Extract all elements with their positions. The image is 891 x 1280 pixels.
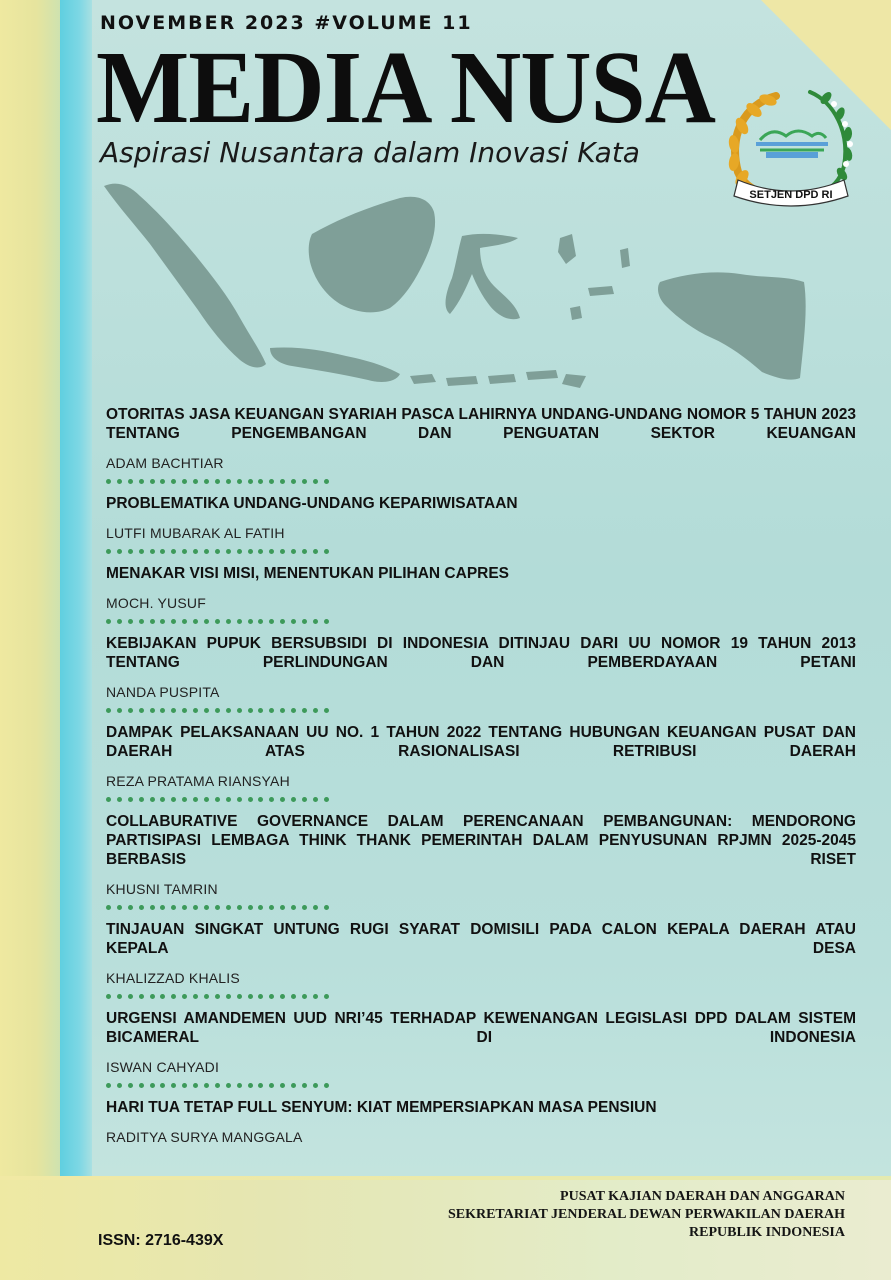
divider-dot bbox=[269, 994, 274, 999]
divider-dot bbox=[248, 549, 253, 554]
divider-dot bbox=[160, 905, 165, 910]
divider-dot bbox=[182, 479, 187, 484]
divider-dot bbox=[237, 549, 242, 554]
divider-dot bbox=[291, 619, 296, 624]
divider-dot bbox=[150, 708, 155, 713]
divider-dot bbox=[215, 905, 220, 910]
article-item bbox=[106, 812, 856, 910]
divider-dot bbox=[324, 1083, 329, 1088]
divider-dot bbox=[139, 479, 144, 484]
dot-divider bbox=[106, 1083, 856, 1088]
divider-dot bbox=[313, 549, 318, 554]
divider-dot bbox=[324, 549, 329, 554]
dot-divider bbox=[106, 619, 856, 624]
sulawesi-island bbox=[446, 234, 520, 319]
divider-dot bbox=[237, 1083, 242, 1088]
divider-dot bbox=[291, 479, 296, 484]
divider-dot bbox=[193, 1083, 198, 1088]
divider-dot bbox=[248, 619, 253, 624]
article-title: HARI TUA TETAP FULL SENYUM: KIAT MEMPERSIAPKAN MASA PENSIUN bbox=[106, 1099, 657, 1116]
divider-dot bbox=[226, 797, 231, 802]
article-item bbox=[106, 920, 856, 999]
divider-dot bbox=[324, 708, 329, 713]
divider-dot bbox=[171, 1083, 176, 1088]
divider-dot bbox=[117, 797, 122, 802]
divider-dot bbox=[171, 797, 176, 802]
divider-dot bbox=[215, 994, 220, 999]
divider-dot bbox=[280, 797, 285, 802]
article-item bbox=[106, 634, 856, 713]
divider-dot bbox=[193, 479, 198, 484]
divider-dot bbox=[215, 797, 220, 802]
divider-dot bbox=[150, 479, 155, 484]
dot-divider bbox=[106, 549, 856, 554]
publisher-line: SEKRETARIAT JENDERAL DEWAN PERWAKILAN DAERAH bbox=[447, 1207, 845, 1222]
divider-dot bbox=[117, 708, 122, 713]
article-author: MOCH. YUSUF bbox=[106, 595, 206, 611]
divider-dot bbox=[182, 797, 187, 802]
divider-dot bbox=[139, 994, 144, 999]
divider-dot bbox=[150, 994, 155, 999]
kalimantan-island bbox=[309, 197, 435, 313]
divider-dot bbox=[269, 549, 274, 554]
divider-dot bbox=[269, 1083, 274, 1088]
sumatra-island bbox=[104, 184, 266, 368]
divider-dot bbox=[324, 619, 329, 624]
divider-dot bbox=[182, 619, 187, 624]
divider-dot bbox=[280, 549, 285, 554]
divider-dot bbox=[193, 905, 198, 910]
divider-dot bbox=[280, 905, 285, 910]
divider-dot bbox=[106, 708, 111, 713]
article-title: OTORITAS JASA KEUANGAN SYARIAH PASCA LAHIRNYA UNDANG-UNDANG NOMOR 5 TAHUN 2023 TENTANG PENGEMBANGAN DAN PENGUATAN SEKTOR KEUANGAN bbox=[106, 406, 856, 442]
divider-dot bbox=[237, 905, 242, 910]
article-author: ADAM BACHTIAR bbox=[106, 455, 224, 471]
dot-divider bbox=[106, 994, 856, 999]
divider-dot bbox=[106, 905, 111, 910]
divider-dot bbox=[313, 994, 318, 999]
divider-dot bbox=[237, 708, 242, 713]
divider-dot bbox=[182, 1083, 187, 1088]
divider-dot bbox=[215, 708, 220, 713]
divider-dot bbox=[226, 994, 231, 999]
divider-dot bbox=[193, 708, 198, 713]
article-title: COLLABURATIVE GOVERNANCE DALAM PERENCANAAN PEMBANGUNAN: MENDORONG PARTISIPASI LEMBAGA THINK THANK PEMERINTAH DALAM PENYUSUNAN RPJMN 2025-2045 BERBASIS RISET bbox=[106, 813, 856, 868]
divider-dot bbox=[291, 549, 296, 554]
divider-dot bbox=[215, 479, 220, 484]
divider-dot bbox=[182, 905, 187, 910]
divider-dot bbox=[106, 1083, 111, 1088]
divider-dot bbox=[171, 479, 176, 484]
nusa-tenggara-islands bbox=[410, 370, 586, 388]
divider-dot bbox=[150, 549, 155, 554]
divider-dot bbox=[204, 619, 209, 624]
divider-dot bbox=[258, 1083, 263, 1088]
divider-dot bbox=[226, 1083, 231, 1088]
dot-divider bbox=[106, 797, 856, 802]
article-item bbox=[106, 494, 856, 554]
divider-dot bbox=[248, 708, 253, 713]
divider-dot bbox=[128, 1083, 133, 1088]
article-author: LUTFI MUBARAK AL FATIH bbox=[106, 525, 285, 541]
divider-dot bbox=[128, 549, 133, 554]
divider-dot bbox=[313, 905, 318, 910]
divider-dot bbox=[182, 549, 187, 554]
divider-dot bbox=[139, 619, 144, 624]
divider-dot bbox=[313, 479, 318, 484]
divider-dot bbox=[280, 619, 285, 624]
divider-dot bbox=[269, 797, 274, 802]
divider-dot bbox=[117, 1083, 122, 1088]
divider-dot bbox=[248, 994, 253, 999]
divider-dot bbox=[150, 1083, 155, 1088]
divider-dot bbox=[302, 549, 307, 554]
publisher-line: REPUBLIK INDONESIA bbox=[689, 1225, 845, 1240]
maluku-islands bbox=[558, 234, 630, 320]
divider-dot bbox=[128, 708, 133, 713]
divider-dot bbox=[291, 994, 296, 999]
divider-dot bbox=[117, 905, 122, 910]
divider-dot bbox=[128, 797, 133, 802]
divider-dot bbox=[258, 797, 263, 802]
divider-dot bbox=[248, 479, 253, 484]
divider-dot bbox=[226, 619, 231, 624]
edition-label: NOVEMBER 2023 #VOLUME 11 bbox=[100, 12, 473, 34]
divider-dot bbox=[150, 797, 155, 802]
divider-dot bbox=[160, 619, 165, 624]
divider-dot bbox=[291, 708, 296, 713]
divider-dot bbox=[139, 708, 144, 713]
issn-number: ISSN: 2716-439X bbox=[98, 1232, 224, 1249]
divider-dot bbox=[204, 797, 209, 802]
publisher-block bbox=[448, 1188, 845, 1242]
divider-dot bbox=[171, 619, 176, 624]
divider-dot bbox=[226, 549, 231, 554]
article-author: RADITYA SURYA MANGGALA bbox=[106, 1129, 303, 1145]
article-title: TINJAUAN SINGKAT UNTUNG RUGI SYARAT DOMISILI PADA CALON KEPALA DAERAH ATAU KEPALA DESA bbox=[106, 921, 856, 957]
divider-dot bbox=[128, 479, 133, 484]
divider-dot bbox=[313, 1083, 318, 1088]
divider-dot bbox=[226, 479, 231, 484]
divider-dot bbox=[160, 708, 165, 713]
divider-dot bbox=[324, 994, 329, 999]
divider-dot bbox=[215, 549, 220, 554]
tagline: Aspirasi Nusantara dalam Inovasi Kata bbox=[100, 136, 640, 169]
divider-dot bbox=[280, 994, 285, 999]
divider-dot bbox=[237, 619, 242, 624]
divider-dot bbox=[171, 905, 176, 910]
building-icon bbox=[756, 131, 828, 158]
divider-dot bbox=[139, 905, 144, 910]
divider-dot bbox=[117, 994, 122, 999]
divider-dot bbox=[106, 994, 111, 999]
divider-dot bbox=[280, 1083, 285, 1088]
divider-dot bbox=[324, 797, 329, 802]
dot-divider bbox=[106, 479, 856, 484]
papua-island bbox=[658, 272, 806, 379]
divider-dot bbox=[269, 479, 274, 484]
divider-dot bbox=[258, 905, 263, 910]
article-item bbox=[106, 1098, 856, 1145]
divider-dot bbox=[182, 708, 187, 713]
divider-dot bbox=[193, 549, 198, 554]
divider-dot bbox=[258, 994, 263, 999]
divider-dot bbox=[302, 479, 307, 484]
divider-dot bbox=[280, 479, 285, 484]
divider-dot bbox=[150, 905, 155, 910]
divider-dot bbox=[302, 797, 307, 802]
divider-dot bbox=[302, 708, 307, 713]
divider-dot bbox=[128, 619, 133, 624]
indonesia-map bbox=[100, 178, 810, 403]
article-list bbox=[106, 405, 856, 1145]
article-item bbox=[106, 1009, 856, 1088]
article-item bbox=[106, 405, 856, 484]
article-author: REZA PRATAMA RIANSYAH bbox=[106, 773, 290, 789]
divider-dot bbox=[215, 619, 220, 624]
divider-dot bbox=[117, 549, 122, 554]
divider-dot bbox=[291, 905, 296, 910]
divider-dot bbox=[128, 905, 133, 910]
divider-dot bbox=[160, 797, 165, 802]
divider-dot bbox=[226, 708, 231, 713]
divider-dot bbox=[139, 797, 144, 802]
article-title: URGENSI AMANDEMEN UUD NRI’45 TERHADAP KEWENANGAN LEGISLASI DPD DALAM SISTEM BICAMERAL DI INDONESIA bbox=[106, 1010, 856, 1046]
divider-dot bbox=[117, 479, 122, 484]
divider-dot bbox=[302, 994, 307, 999]
divider-dot bbox=[139, 1083, 144, 1088]
divider-dot bbox=[193, 619, 198, 624]
article-author: NANDA PUSPITA bbox=[106, 684, 220, 700]
divider-dot bbox=[226, 905, 231, 910]
left-yellow-stripe bbox=[0, 0, 66, 1280]
divider-dot bbox=[204, 994, 209, 999]
divider-dot bbox=[248, 905, 253, 910]
dot-divider bbox=[106, 905, 856, 910]
divider-dot bbox=[204, 708, 209, 713]
divider-dot bbox=[280, 708, 285, 713]
divider-dot bbox=[150, 619, 155, 624]
divider-dot bbox=[204, 905, 209, 910]
divider-dot bbox=[204, 1083, 209, 1088]
java-island bbox=[270, 347, 400, 382]
divider-dot bbox=[106, 619, 111, 624]
divider-dot bbox=[291, 1083, 296, 1088]
divider-dot bbox=[237, 797, 242, 802]
divider-dot bbox=[258, 619, 263, 624]
divider-dot bbox=[302, 1083, 307, 1088]
article-title: MENAKAR VISI MISI, MENENTUKAN PILIHAN CAPRES bbox=[106, 565, 510, 582]
article-author: KHUSNI TAMRIN bbox=[106, 881, 218, 897]
masthead-title: MEDIA NUSA bbox=[96, 30, 716, 145]
article-title: DAMPAK PELAKSANAAN UU NO. 1 TAHUN 2022 TENTANG HUBUNGAN KEUANGAN PUSAT DAN DAERAH ATAS RASIONALISASI RETRIBUSI DAERAH bbox=[106, 724, 856, 760]
divider-dot bbox=[117, 619, 122, 624]
divider-dot bbox=[106, 479, 111, 484]
divider-dot bbox=[302, 905, 307, 910]
divider-dot bbox=[269, 619, 274, 624]
divider-dot bbox=[313, 619, 318, 624]
divider-dot bbox=[193, 797, 198, 802]
article-item bbox=[106, 723, 856, 802]
divider-dot bbox=[204, 479, 209, 484]
divider-dot bbox=[258, 708, 263, 713]
publisher-line: PUSAT KAJIAN DAERAH DAN ANGGARAN bbox=[560, 1189, 845, 1204]
divider-dot bbox=[248, 1083, 253, 1088]
article-title: PROBLEMATIKA UNDANG-UNDANG KEPARIWISATAAN bbox=[106, 495, 518, 512]
divider-dot bbox=[160, 549, 165, 554]
divider-dot bbox=[237, 994, 242, 999]
divider-dot bbox=[269, 905, 274, 910]
divider-dot bbox=[182, 994, 187, 999]
article-author: ISWAN CAHYADI bbox=[106, 1059, 220, 1075]
divider-dot bbox=[106, 549, 111, 554]
article-author: KHALIZZAD KHALIS bbox=[106, 970, 240, 986]
divider-dot bbox=[106, 797, 111, 802]
divider-dot bbox=[237, 479, 242, 484]
divider-dot bbox=[313, 797, 318, 802]
divider-dot bbox=[324, 479, 329, 484]
divider-dot bbox=[139, 549, 144, 554]
divider-dot bbox=[171, 549, 176, 554]
divider-dot bbox=[204, 549, 209, 554]
article-title: KEBIJAKAN PUPUK BERSUBSIDI DI INDONESIA DITINJAU DARI UU NOMOR 19 TAHUN 2013 TENTANG PERLINDUNGAN DAN PEMBERDAYAAN PETANI bbox=[106, 635, 856, 671]
divider-dot bbox=[193, 994, 198, 999]
left-cyan-stripe bbox=[60, 0, 92, 1280]
divider-dot bbox=[160, 479, 165, 484]
divider-dot bbox=[171, 708, 176, 713]
divider-dot bbox=[160, 1083, 165, 1088]
divider-dot bbox=[324, 905, 329, 910]
divider-dot bbox=[291, 797, 296, 802]
divider-dot bbox=[160, 994, 165, 999]
dot-divider bbox=[106, 708, 856, 713]
logo-banner-text: SETJEN DPD RI bbox=[749, 189, 833, 201]
divider-dot bbox=[215, 1083, 220, 1088]
divider-dot bbox=[258, 549, 263, 554]
article-item bbox=[106, 564, 856, 624]
divider-dot bbox=[128, 994, 133, 999]
divider-dot bbox=[171, 994, 176, 999]
divider-dot bbox=[302, 619, 307, 624]
divider-dot bbox=[248, 797, 253, 802]
divider-dot bbox=[313, 708, 318, 713]
divider-dot bbox=[258, 479, 263, 484]
divider-dot bbox=[269, 708, 274, 713]
